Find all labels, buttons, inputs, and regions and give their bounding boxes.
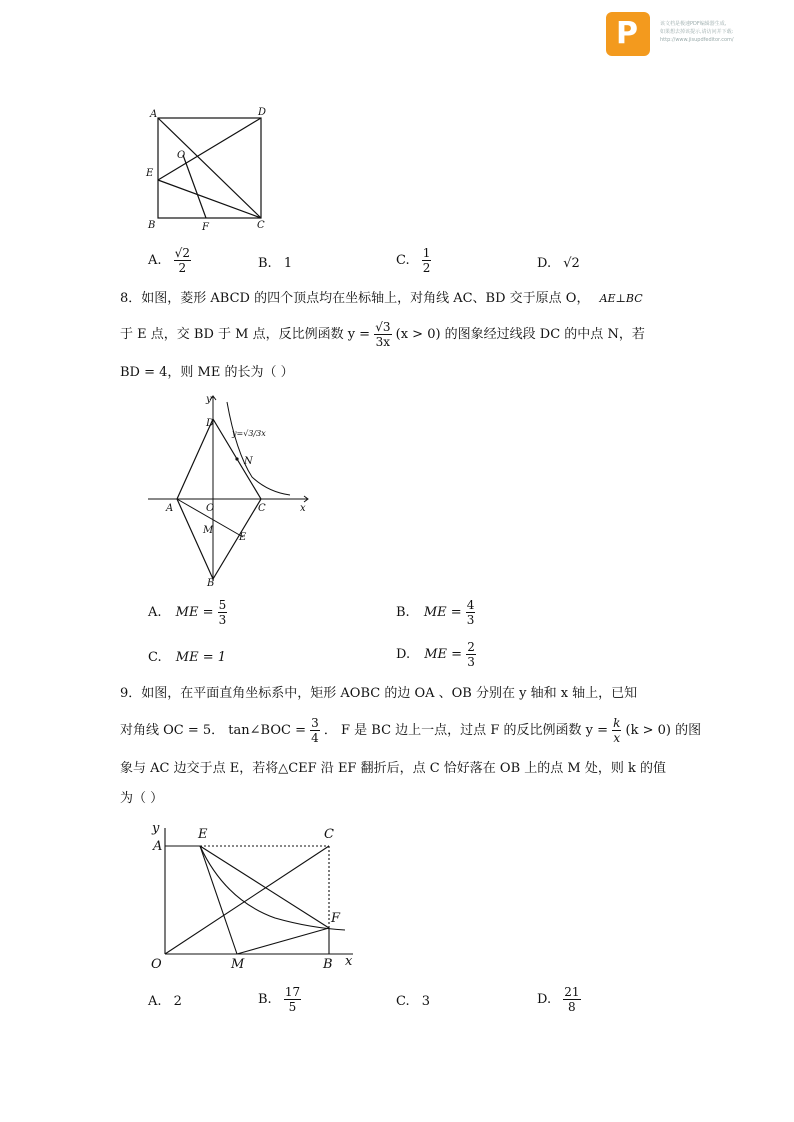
q8-option-a-den: 3 <box>218 613 227 627</box>
q8-option-b-pre: ME = <box>423 605 462 620</box>
q7-option-a-num: √2 <box>174 246 190 260</box>
q7-label-a: A <box>150 109 158 120</box>
q9-diagonal-oc <box>165 846 329 954</box>
q9-label-f: F <box>331 911 341 926</box>
logo-p-glyph: P <box>616 16 638 51</box>
q9-option-a-value: 2 <box>173 994 182 1009</box>
q8-option-c-text: ME = 1 <box>175 650 226 665</box>
q8-line2-frac <box>374 320 391 349</box>
q9-option-d-frac <box>563 985 580 1014</box>
q9-line2-frac2 <box>612 716 621 745</box>
q7-line-of <box>183 155 206 218</box>
q7-option-a-label: A. <box>148 253 162 268</box>
q9-label-m: M <box>231 957 245 972</box>
q8-label-e: E <box>239 532 247 543</box>
q8-line2-num: √3 <box>375 320 391 334</box>
q7-option-c-den: 2 <box>422 261 431 275</box>
q9-line2-num1: 3 <box>311 716 319 730</box>
q8-option-d-frac <box>466 640 476 669</box>
q8-line2 <box>120 318 645 352</box>
q8-label-a: A <box>166 503 174 514</box>
q9-option-b-label: B. <box>258 992 272 1007</box>
q7-option-a[interactable] <box>148 246 191 275</box>
q9-label-x: x <box>345 954 353 969</box>
q8-line1-ae-bc: AE⊥BC <box>599 292 643 305</box>
q9-label-y: y <box>152 821 160 836</box>
q8-label-n: N <box>244 456 253 467</box>
pdf-editor-logo <box>606 12 650 56</box>
q8-line2-text-b: (x > 0) 的图象经过线段 DC 的中点 N，若 <box>395 327 645 342</box>
q9-line1: 9．如图，在平面直角坐标系中，矩形 AOBC 的边 OA 、OB 分别在 y 轴和 x 轴上，已知 <box>120 686 638 701</box>
q7-line-ec <box>158 180 261 218</box>
q7-option-a-frac <box>174 246 191 275</box>
watermark-line3: http://www.jisupdfeditor.com/ <box>660 37 734 43</box>
q7-option-c-num: 1 <box>422 246 431 260</box>
q9-line2-frac1 <box>310 716 320 745</box>
q9-option-d-label: D. <box>537 992 552 1007</box>
q8-label-d: D <box>206 418 215 429</box>
q7-option-d-label: D. <box>537 256 552 271</box>
q9-option-a-label: A. <box>148 994 162 1009</box>
q8-label-o: O <box>206 503 215 514</box>
q7-option-c-frac <box>422 246 432 275</box>
q8-label-m: M <box>203 525 214 536</box>
q7-option-b-label: B. <box>258 256 272 271</box>
q9-line2-text-c: (k > 0) 的图 <box>625 723 702 738</box>
q8-line2-text-a: 于 E 点，交 BD 于 M 点，反比例函数 y = <box>120 327 371 342</box>
q7-option-a-den: 2 <box>178 261 187 275</box>
q8-option-b-den: 3 <box>466 613 475 627</box>
q9-option-a[interactable] <box>148 994 182 1009</box>
watermark-line1: 该文档是极速PDF编辑器生成, <box>660 21 727 27</box>
q8-label-c: C <box>258 503 266 514</box>
q9-option-b-den: 5 <box>288 1000 297 1014</box>
q7-line-de <box>158 118 261 180</box>
q7-label-b: B <box>148 220 156 231</box>
q8-option-b-frac <box>466 598 476 627</box>
q9-figure <box>145 820 365 975</box>
q8-option-a-frac <box>218 598 228 627</box>
q9-label-a: A <box>153 839 163 854</box>
q9-label-b: B <box>323 957 333 972</box>
q9-line-mf <box>237 928 329 954</box>
q9-line2-num2: k <box>613 716 621 730</box>
q9-line2-text-a: 对角线 OC = 5． tan∠BOC = <box>120 723 306 738</box>
q8-label-b: B <box>207 578 215 588</box>
q9-label-e: E <box>198 827 208 842</box>
q8-option-d[interactable] <box>396 640 476 669</box>
q7-label-f: F <box>202 222 209 233</box>
q9-line3: 象与 AC 边交于点 E，若将△CEF 沿 EF 翻折后，点 C 恰好落在 OB 上的点 M 处，则 k 的值 <box>120 761 666 776</box>
q9-line2-den2: x <box>613 731 621 745</box>
q8-option-c[interactable] <box>148 650 226 665</box>
q9-option-c[interactable] <box>396 994 430 1009</box>
q7-option-d[interactable] <box>537 256 580 271</box>
q7-label-e: E <box>146 168 154 179</box>
q9-line2 <box>120 714 701 748</box>
q9-option-d-den: 8 <box>568 1000 576 1014</box>
q8-label-func: y=√3/3x <box>232 429 266 438</box>
q9-label-o: O <box>151 957 162 972</box>
q9-option-c-value: 3 <box>421 994 431 1009</box>
q8-line1-text: 8．如图，菱形 ABCD 的四个顶点均在坐标轴上，对角线 AC、BD 交于原点 O， <box>120 291 590 306</box>
q8-label-y: y <box>206 394 212 405</box>
q8-option-a-label: A. <box>148 605 162 620</box>
q9-curve <box>200 846 345 930</box>
q9-label-c: C <box>324 827 334 842</box>
q8-point-n <box>235 457 238 460</box>
q8-curve <box>227 402 290 495</box>
q8-line1 <box>120 290 643 308</box>
q7-diagonal-ac <box>158 118 261 218</box>
q8-option-b-label: B. <box>396 605 410 620</box>
q7-option-b[interactable] <box>258 256 292 271</box>
q7-label-c: C <box>257 220 265 231</box>
q8-label-x: x <box>300 503 306 514</box>
q9-line4: 为（ ） <box>120 791 164 806</box>
q7-option-c[interactable] <box>396 246 431 275</box>
q8-option-d-den: 3 <box>467 655 475 669</box>
q9-line-em <box>200 846 237 954</box>
q8-option-d-label: D. <box>396 647 411 662</box>
q9-option-b-num: 17 <box>284 985 301 999</box>
q9-option-b-frac <box>284 985 301 1014</box>
q8-figure <box>140 392 320 588</box>
q9-line2-text-b: ． F 是 BC 边上一点，过点 F 的反比例函数 y = <box>323 723 608 738</box>
q8-line2-den: 3x <box>375 335 391 349</box>
q8-option-a-pre: ME = <box>175 605 214 620</box>
q8-option-d-pre: ME = <box>424 647 463 662</box>
q7-label-o: O <box>177 150 186 161</box>
q7-figure <box>140 100 280 235</box>
q9-option-d[interactable] <box>537 985 581 1014</box>
q9-option-c-label: C. <box>396 994 410 1009</box>
q7-option-d-value: √2 <box>563 256 580 271</box>
q7-label-d: D <box>258 107 267 118</box>
q8-option-c-label: C. <box>148 650 162 665</box>
q7-option-b-value: 1 <box>283 256 293 271</box>
q9-option-d-num: 21 <box>564 985 580 999</box>
q8-option-b-num: 4 <box>466 598 475 612</box>
watermark-line2: 如果想去掉该提示,请访问并下载: <box>660 29 734 35</box>
q7-option-c-label: C. <box>396 253 410 268</box>
q8-option-b[interactable] <box>396 598 475 627</box>
q9-line2-den1: 4 <box>311 731 319 745</box>
q8-option-d-num: 2 <box>467 640 475 654</box>
q8-option-a[interactable] <box>148 598 227 627</box>
watermark-text <box>660 20 734 44</box>
q8-line3: BD = 4，则 ME 的长为（ ） <box>120 365 294 380</box>
q8-option-a-num: 5 <box>218 598 227 612</box>
q9-option-b[interactable] <box>258 985 301 1014</box>
